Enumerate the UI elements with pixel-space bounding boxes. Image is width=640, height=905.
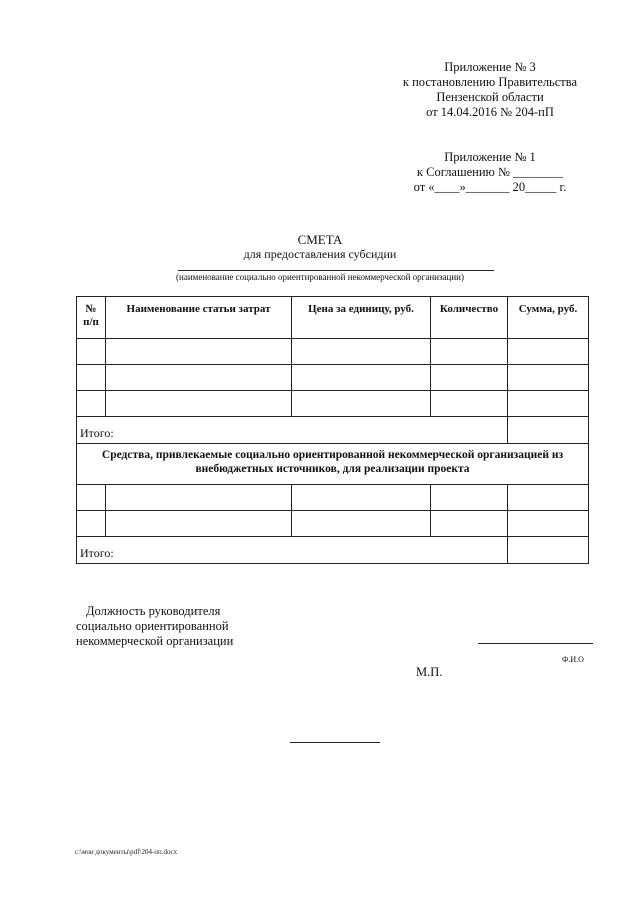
table-cell[interactable] (508, 365, 589, 391)
table-cell[interactable] (106, 339, 292, 365)
section-heading-row (77, 444, 589, 485)
table-cell[interactable] (431, 391, 508, 417)
document-subtitle: для предоставления субсидии (243, 247, 397, 261)
footer-file-path: c:\мои документы\pdf\204-пп.docx (75, 848, 178, 856)
table-cell[interactable] (292, 485, 431, 511)
appendix-1-line: от «____»_______ 20_____ г. (413, 180, 567, 194)
appendix-1-block (380, 150, 600, 195)
table-cell[interactable] (431, 339, 508, 365)
table-row (77, 365, 589, 391)
table-cell[interactable] (508, 485, 589, 511)
table-cell[interactable] (77, 485, 106, 511)
table-row (77, 339, 589, 365)
appendix-3-block (380, 60, 600, 120)
table-cell[interactable] (77, 511, 106, 537)
appendix-3-line: Приложение № 3 (444, 60, 536, 74)
table-cell[interactable] (508, 339, 589, 365)
header-cell: Количество (431, 297, 508, 339)
signature-line: Должность руководителя (86, 604, 221, 618)
header-cell: № п/п (77, 297, 106, 339)
total-row (77, 417, 589, 444)
table-row (77, 511, 589, 537)
table-row (77, 485, 589, 511)
fio-caption: Ф.И.О (562, 655, 584, 664)
total-label: Итого: (77, 417, 508, 444)
table-cell[interactable] (292, 339, 431, 365)
appendix-3-line: Пензенской области (436, 90, 544, 104)
table-cell[interactable] (292, 391, 431, 417)
table-cell[interactable] (106, 365, 292, 391)
total-label: Итого: (77, 537, 508, 564)
total-row (77, 537, 589, 564)
table-cell[interactable] (508, 511, 589, 537)
table-row (77, 391, 589, 417)
table-header-row (77, 297, 589, 339)
header-cell: Цена за единицу, руб. (292, 297, 431, 339)
table-cell[interactable] (292, 365, 431, 391)
table-cell[interactable] (77, 365, 106, 391)
signature-underline (478, 643, 593, 644)
table-cell[interactable] (77, 339, 106, 365)
appendix-1-line: к Соглашению № ________ (416, 165, 564, 179)
estimate-table (76, 296, 589, 564)
signature-line: социально ориентированной (76, 619, 229, 633)
total-sum-cell[interactable] (508, 417, 589, 444)
table-cell[interactable] (431, 485, 508, 511)
table-cell[interactable] (292, 511, 431, 537)
org-name-line (178, 270, 494, 271)
header-cell: Сумма, руб. (508, 297, 589, 339)
appendix-3-line: к постановлению Правительства (402, 75, 578, 89)
appendix-1-line: Приложение № 1 (444, 150, 536, 164)
signature-line: некоммерческой организации (76, 634, 234, 648)
org-name-caption: (наименование социально ориентированной некоммерческой организации) (176, 272, 464, 282)
signature-block (76, 604, 233, 649)
end-divider (290, 742, 380, 743)
table-cell[interactable] (106, 511, 292, 537)
table-cell[interactable] (508, 391, 589, 417)
document-title: СМЕТА (297, 232, 343, 247)
stamp-place: М.П. (416, 665, 443, 679)
table-cell[interactable] (106, 391, 292, 417)
table-cell[interactable] (106, 485, 292, 511)
table-cell[interactable] (431, 365, 508, 391)
appendix-3-line: от 14.04.2016 № 204-пП (426, 105, 554, 119)
table-cell[interactable] (77, 391, 106, 417)
section-heading: Средства, привлекаемые социально ориентированной некоммерческой организацией из внебюджетных источников, для реализации проекта (77, 444, 589, 485)
total-sum-cell[interactable] (508, 537, 589, 564)
table-cell[interactable] (431, 511, 508, 537)
header-cell: Наименование статьи затрат (106, 297, 292, 339)
